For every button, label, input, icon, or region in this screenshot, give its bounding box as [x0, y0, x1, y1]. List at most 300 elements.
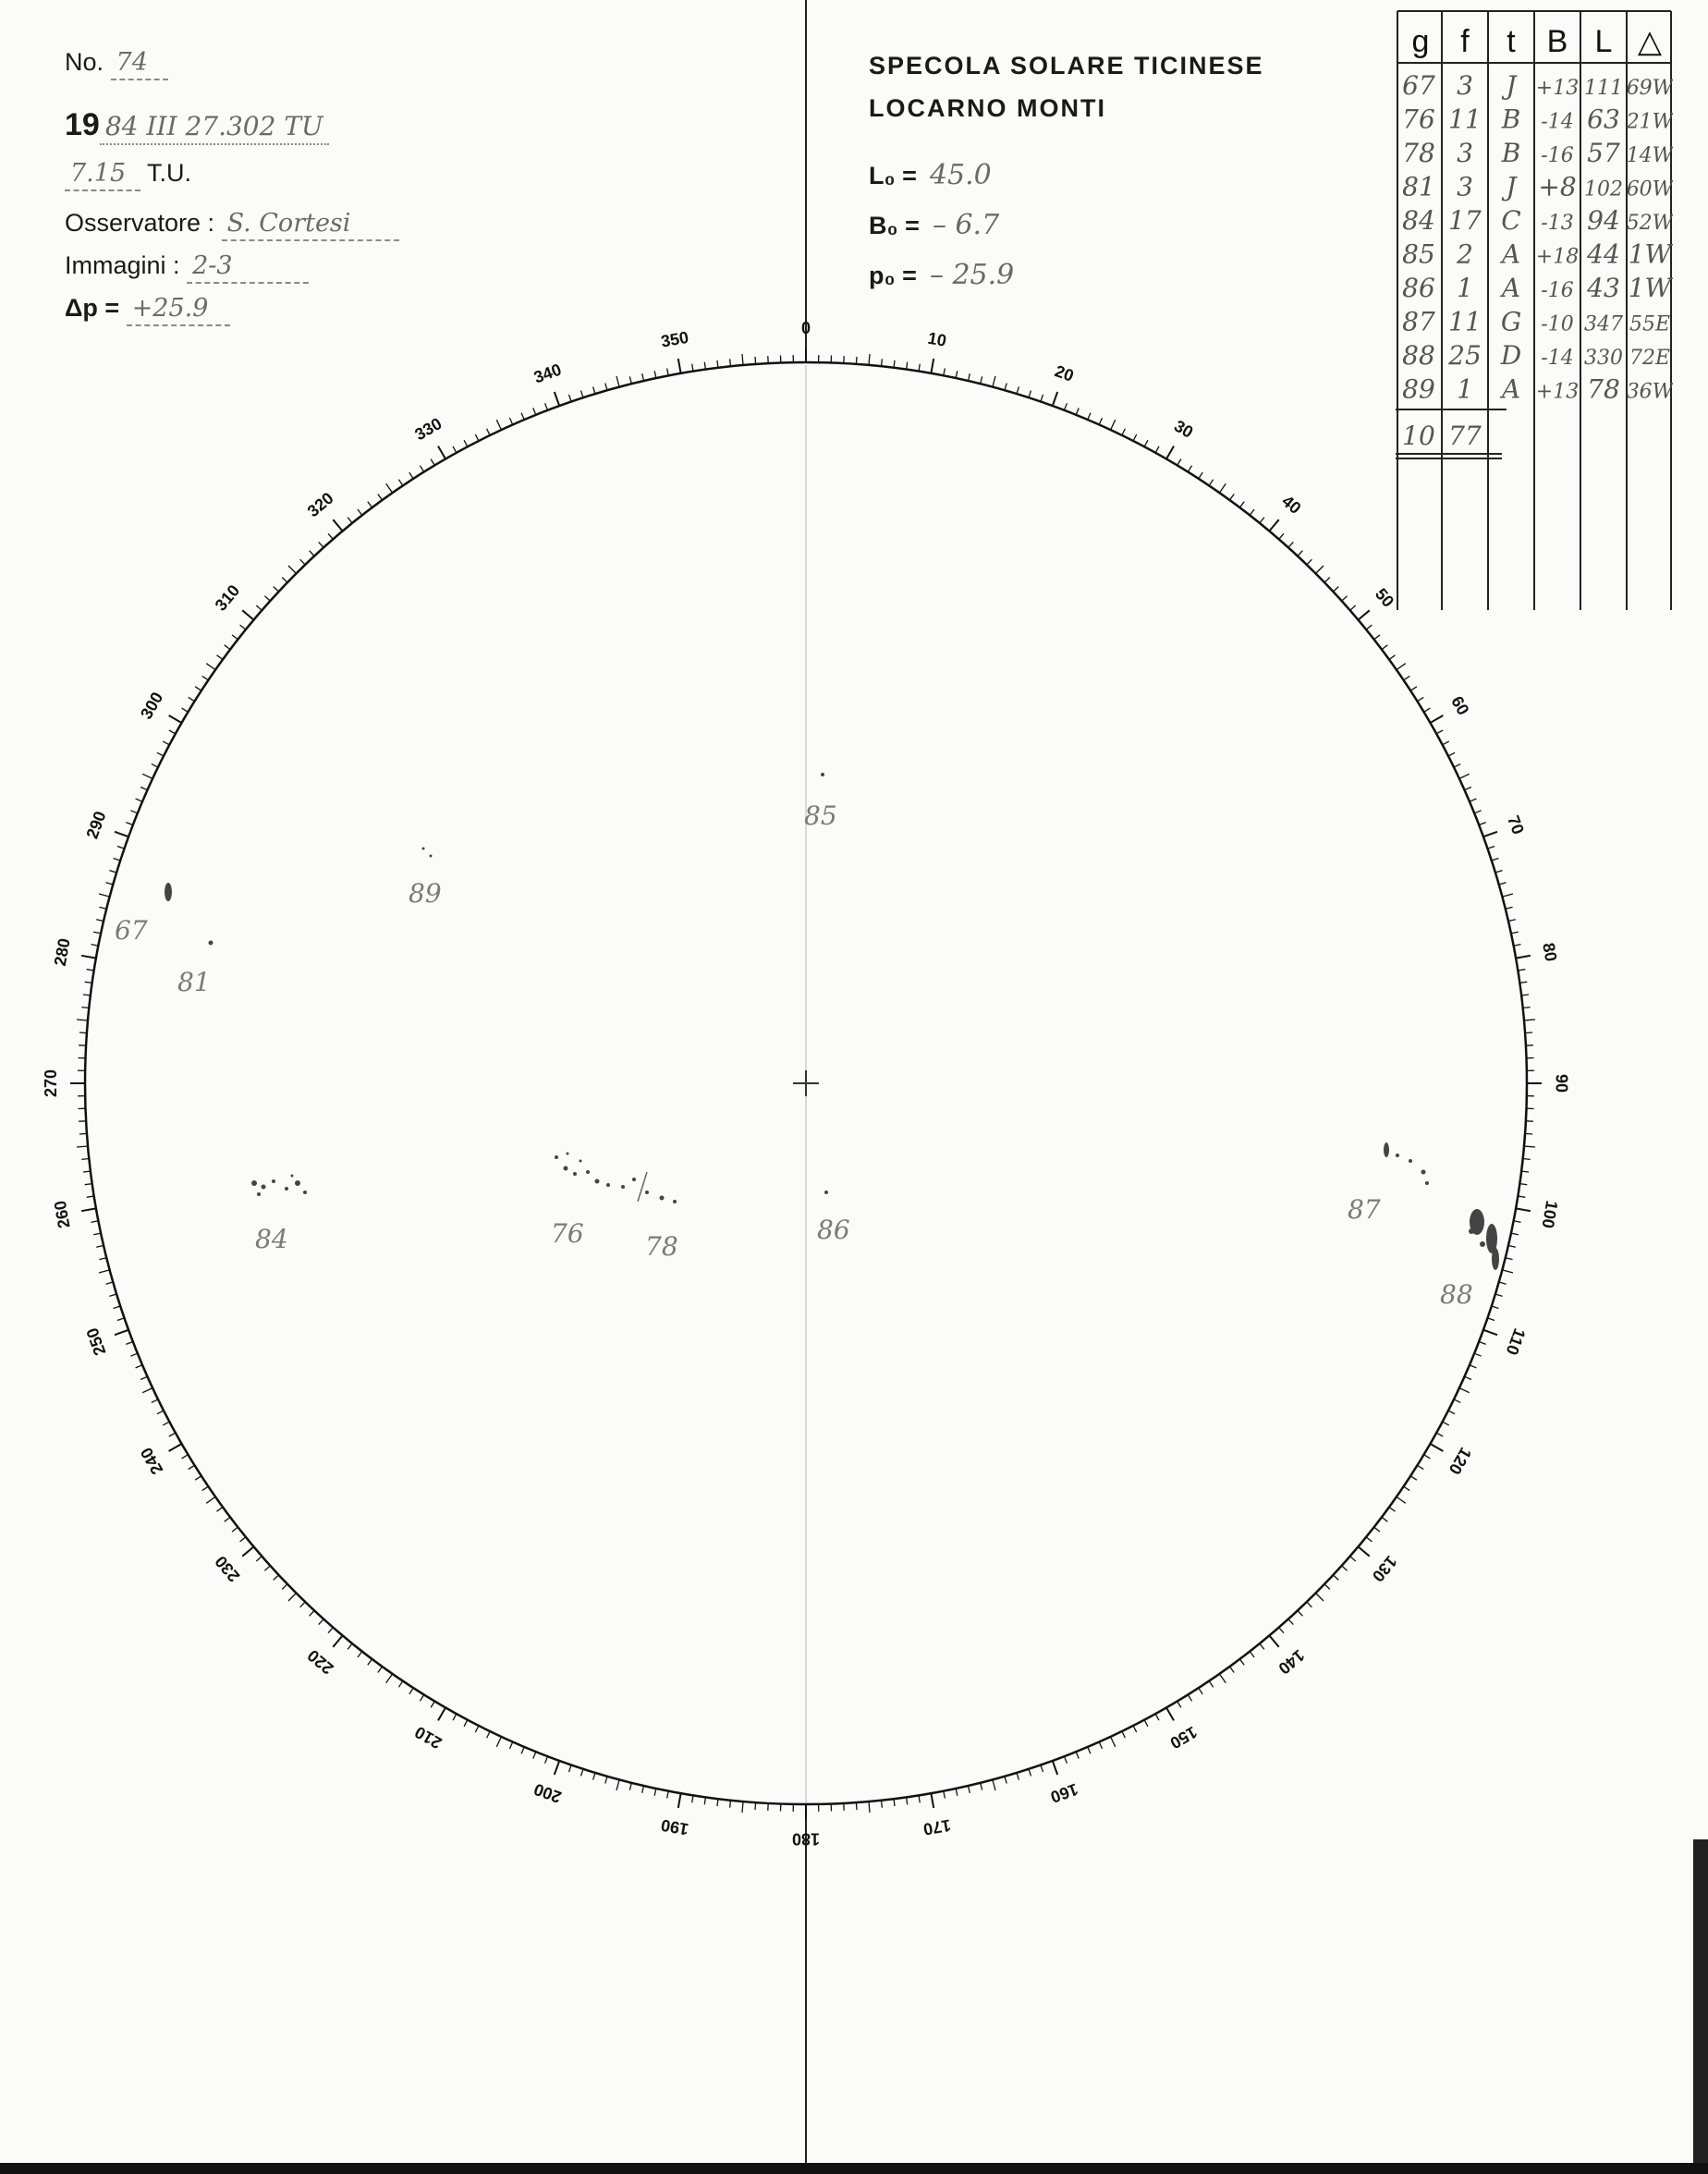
- degree-tick: [1514, 945, 1521, 947]
- table-cell: +18: [1535, 245, 1580, 269]
- degree-tick: [678, 1793, 681, 1808]
- degree-tick: [368, 1659, 372, 1665]
- degree-tick: [692, 1795, 693, 1802]
- degree-tick: [1219, 1674, 1226, 1683]
- table-cell: 89: [1402, 373, 1435, 405]
- date-value: 84 III 27.302 TU: [100, 111, 329, 145]
- degree-tick: [1239, 1659, 1244, 1665]
- table-cell: 86: [1402, 273, 1435, 303]
- table-cell: 94: [1587, 205, 1620, 236]
- degree-tick: [1269, 519, 1278, 531]
- degree-tick: [882, 359, 883, 366]
- degree-tick: [1374, 1527, 1380, 1532]
- degree-tick: [1374, 635, 1380, 640]
- degree-tick: [730, 359, 731, 366]
- degree-tick: [1516, 956, 1531, 959]
- degree-tick: [1166, 1708, 1174, 1721]
- degree-tick: [1404, 1486, 1410, 1490]
- param-b0-value: – 6.7: [932, 209, 1000, 241]
- degree-tick: [993, 376, 995, 387]
- degree-tick: [182, 708, 189, 712]
- degree-tick: [99, 1270, 110, 1273]
- sunspots: [165, 773, 1499, 1270]
- degree-tick: [1239, 502, 1244, 507]
- degree-tick: [1342, 596, 1348, 601]
- degree-tick: [300, 559, 306, 565]
- degree-tick: [1499, 1282, 1507, 1284]
- degree-tick: [274, 587, 279, 592]
- degree-tick: [420, 466, 423, 472]
- degree-tick: [1177, 459, 1181, 466]
- group-label-85: 85: [804, 800, 837, 831]
- degree-tick: [475, 1726, 479, 1732]
- degree-tick: [1495, 1294, 1503, 1296]
- degree-tick: [333, 1636, 342, 1647]
- degree-tick: [1448, 752, 1455, 756]
- degree-tick: [79, 1032, 87, 1033]
- degree-tick: [1155, 446, 1159, 453]
- degree-tick: [919, 364, 920, 372]
- degree-tick: [1279, 1628, 1284, 1633]
- degree-tick: [1122, 1731, 1126, 1738]
- group-labels: [115, 800, 1473, 1310]
- degree-tick: [348, 518, 352, 523]
- group-label-76: 76: [551, 1218, 584, 1249]
- table-cell: 43: [1587, 273, 1620, 303]
- table-cell: 11: [1448, 104, 1482, 135]
- scale-label: 310: [211, 580, 244, 615]
- degree-tick: [487, 1731, 491, 1738]
- degree-tick: [1397, 1496, 1406, 1503]
- delta-p-value: +25.9: [127, 294, 230, 326]
- degree-tick: [581, 1769, 584, 1777]
- degree-tick: [969, 1786, 970, 1793]
- degree-tick: [981, 1783, 982, 1790]
- degree-tick: [274, 1575, 279, 1580]
- degree-tick: [85, 982, 92, 983]
- degree-tick: [894, 360, 895, 368]
- degree-tick: [533, 1752, 536, 1758]
- scale-label: 280: [50, 936, 74, 968]
- degree-tick: [1298, 551, 1302, 556]
- col-header-l: L: [1594, 24, 1613, 59]
- degree-tick: [217, 655, 224, 660]
- degree-tick: [1514, 1221, 1521, 1223]
- degree-tick: [1099, 418, 1102, 424]
- degree-tick: [1017, 1773, 1019, 1780]
- degree-tick: [83, 1171, 91, 1172]
- degree-tick: [1511, 1233, 1519, 1235]
- table-cell: 72E: [1629, 347, 1671, 370]
- degree-tick: [1424, 1455, 1431, 1459]
- degree-tick: [629, 376, 631, 384]
- degree-tick: [894, 1799, 895, 1806]
- param-p0-label: p₀ =: [869, 262, 917, 289]
- degree-tick: [1133, 434, 1137, 441]
- degree-tick: [140, 788, 147, 790]
- table-cell: 44: [1587, 238, 1620, 270]
- table-row: [1402, 70, 1673, 101]
- table-cell: 76: [1402, 104, 1435, 135]
- degree-tick: [348, 1643, 352, 1649]
- degree-tick: [1260, 518, 1264, 523]
- group-table: [1396, 9, 1673, 619]
- table-cell: 347: [1584, 312, 1623, 336]
- degree-tick: [115, 1330, 128, 1335]
- degree-tick: [919, 1795, 920, 1802]
- table-cell: G: [1500, 306, 1522, 337]
- degree-tick: [1443, 1422, 1449, 1425]
- degree-tick: [189, 697, 195, 701]
- table-cell: 1: [1457, 273, 1473, 303]
- table-row: [1402, 138, 1673, 168]
- degree-tick: [1209, 480, 1213, 486]
- degree-tick: [730, 1801, 731, 1808]
- degree-tick: [217, 1508, 224, 1512]
- degree-tick: [1250, 1652, 1254, 1657]
- table-cell: -16: [1541, 144, 1574, 167]
- degree-tick: [956, 1789, 958, 1796]
- table-cell: B: [1501, 138, 1521, 168]
- degree-tick: [605, 1777, 607, 1784]
- scale-label: 100: [1538, 1199, 1562, 1230]
- degree-tick: [678, 359, 681, 373]
- degree-tick: [1454, 1399, 1460, 1403]
- degree-tick: [398, 480, 402, 486]
- degree-tick: [1459, 774, 1470, 778]
- scale-label: 0: [800, 318, 811, 337]
- degree-tick: [1199, 472, 1202, 479]
- degree-tick: [420, 1695, 423, 1702]
- table-cell: J: [1506, 70, 1517, 101]
- degree-tick: [81, 1208, 96, 1211]
- group-label-86: 86: [817, 1215, 850, 1245]
- degree-tick: [87, 970, 94, 971]
- degree-tick: [642, 373, 644, 381]
- degree-tick: [409, 1688, 413, 1694]
- scale-label: 220: [303, 1645, 337, 1679]
- degree-tick: [1431, 1444, 1444, 1451]
- degree-tick: [169, 1433, 176, 1436]
- degree-tick: [521, 413, 524, 420]
- degree-tick: [264, 596, 270, 601]
- degree-tick: [931, 359, 933, 373]
- degree-tick: [109, 1294, 116, 1296]
- degree-tick: [1525, 1032, 1532, 1033]
- degree-tick: [169, 715, 182, 723]
- degree-tick: [282, 1584, 287, 1590]
- degree-tick: [1041, 1765, 1043, 1773]
- scale-label: 30: [1170, 416, 1197, 442]
- degree-tick: [1076, 408, 1079, 414]
- table-cell: 57: [1587, 138, 1620, 168]
- group-label-78: 78: [645, 1231, 678, 1262]
- degree-tick: [163, 1422, 169, 1425]
- degree-tick: [869, 1801, 870, 1813]
- degree-tick: [1288, 542, 1293, 547]
- table-cell: 87: [1402, 306, 1435, 337]
- degree-tick: [106, 1282, 114, 1284]
- degree-tick: [1334, 1575, 1339, 1580]
- images-value: 2-3: [187, 251, 309, 284]
- degree-tick: [1188, 1695, 1191, 1702]
- degree-tick: [386, 483, 393, 493]
- table-cell: D: [1500, 340, 1522, 371]
- degree-tick: [1474, 811, 1481, 813]
- degree-tick: [717, 360, 718, 368]
- degree-tick: [163, 741, 169, 745]
- degree-tick: [1155, 1714, 1159, 1720]
- degree-tick: [629, 1783, 631, 1790]
- degree-tick: [99, 894, 110, 897]
- spot-86: [824, 1191, 828, 1194]
- degree-tick: [944, 1791, 946, 1799]
- degree-tick: [667, 369, 669, 376]
- degree-tick: [555, 392, 559, 406]
- degree-tick: [869, 354, 870, 365]
- col-header-b: B: [1546, 24, 1568, 59]
- spot-85: [821, 773, 824, 776]
- degree-tick: [1350, 1557, 1356, 1561]
- degree-tick: [1506, 1258, 1513, 1260]
- table-cell: 25: [1448, 340, 1482, 371]
- table-grid: [1396, 11, 1671, 610]
- degree-tick: [464, 440, 468, 446]
- degree-tick: [182, 1455, 189, 1459]
- scale-label: 110: [1502, 1325, 1530, 1358]
- degree-tick: [593, 1773, 595, 1780]
- degree-tick: [1230, 1667, 1235, 1673]
- observatory-name: SPECOLA SOLARE TICINESE: [869, 52, 1264, 79]
- degree-tick: [931, 1793, 933, 1808]
- degree-tick: [453, 1714, 457, 1720]
- table-cell: 84: [1402, 205, 1435, 236]
- degree-tick: [1479, 1342, 1486, 1345]
- degree-tick: [157, 1411, 164, 1414]
- degree-tick: [1470, 1365, 1476, 1368]
- degree-tick: [1492, 1306, 1499, 1309]
- degree-tick: [256, 605, 262, 610]
- degree-tick: [169, 730, 176, 734]
- degree-tick: [1506, 907, 1513, 909]
- degree-tick: [1199, 1688, 1202, 1694]
- degree-tick: [1488, 1318, 1495, 1321]
- group-label-81: 81: [177, 967, 211, 997]
- degree-tick: [142, 774, 152, 778]
- degree-tick: [202, 1486, 209, 1490]
- group-label-88: 88: [1440, 1279, 1473, 1310]
- degree-tick: [1389, 655, 1396, 660]
- scale-label: 180: [791, 1829, 821, 1849]
- degree-tick: [1410, 1476, 1417, 1480]
- degree-tick: [1436, 1433, 1443, 1436]
- degree-tick: [142, 1388, 152, 1393]
- table-cell: 81: [1402, 171, 1435, 202]
- degree-tick: [1307, 1602, 1312, 1607]
- degree-tick: [545, 403, 548, 410]
- degree-tick: [206, 1496, 215, 1503]
- degree-tick: [438, 446, 445, 459]
- degree-tick: [358, 1652, 362, 1657]
- scale-label: 290: [82, 808, 110, 842]
- degree-tick: [496, 420, 501, 430]
- param-b0-label: B₀ =: [869, 212, 920, 239]
- scale-label: 200: [531, 1779, 565, 1807]
- degree-tick: [282, 578, 287, 583]
- degree-tick: [1465, 1376, 1471, 1379]
- degree-tick: [1065, 403, 1068, 410]
- degree-tick: [240, 625, 246, 629]
- degree-tick: [704, 362, 705, 370]
- table-cell: J: [1506, 171, 1517, 202]
- degree-tick: [136, 1365, 142, 1368]
- col-header-f: f: [1460, 24, 1470, 59]
- degree-tick: [510, 418, 513, 424]
- degree-tick: [521, 1747, 524, 1753]
- degree-tick: [742, 1801, 743, 1813]
- degree-tick: [1519, 982, 1527, 983]
- degree-tick: [225, 645, 230, 650]
- degree-tick: [856, 357, 857, 364]
- degree-tick: [81, 956, 96, 959]
- degree-tick: [654, 1789, 656, 1796]
- scale-label: 250: [82, 1325, 110, 1359]
- degree-tick: [944, 369, 946, 376]
- degree-tick: [152, 764, 158, 768]
- degree-tick: [882, 1801, 883, 1808]
- degree-tick: [1269, 1636, 1278, 1647]
- degree-tick: [438, 1708, 445, 1721]
- table-row: [1402, 239, 1673, 270]
- degree-tick: [496, 1737, 501, 1747]
- degree-tick: [755, 1802, 756, 1810]
- degree-tick: [1324, 578, 1330, 583]
- scale-label: 210: [411, 1722, 445, 1753]
- degree-tick: [126, 823, 133, 825]
- degree-tick: [232, 1527, 238, 1532]
- degree-tick: [77, 1146, 88, 1147]
- scan-edge-right: [1693, 1839, 1708, 2163]
- images-label: Immagini :: [65, 251, 180, 279]
- degree-tick: [1418, 697, 1424, 701]
- degree-tick: [1397, 664, 1406, 670]
- table-row: [1402, 374, 1673, 405]
- degree-tick: [1088, 413, 1091, 420]
- scale-label: 120: [1445, 1444, 1475, 1478]
- degree-tick: [1488, 847, 1495, 849]
- degree-tick: [93, 1233, 101, 1235]
- table-cell: 55E: [1629, 312, 1671, 336]
- scale-label: 230: [211, 1552, 244, 1586]
- degree-tick: [642, 1786, 644, 1793]
- degree-tick: [1465, 788, 1471, 790]
- degree-tick: [140, 1376, 147, 1379]
- spot-78: [621, 1172, 677, 1203]
- degree-tick: [1219, 483, 1226, 493]
- scale-label: 240: [137, 1444, 167, 1478]
- degree-tick: [1029, 391, 1031, 398]
- degree-tick: [1524, 1146, 1535, 1147]
- scale-label: 40: [1278, 491, 1305, 519]
- degree-tick: [310, 1611, 314, 1617]
- degree-tick: [1324, 1584, 1330, 1590]
- degree-tick: [1474, 1353, 1481, 1356]
- spot-81: [209, 941, 214, 946]
- table-cell: C: [1501, 205, 1521, 236]
- degree-tick: [1209, 1681, 1213, 1688]
- table-cell: +13: [1535, 380, 1580, 404]
- degree-tick: [1307, 559, 1312, 565]
- scale-label: 270: [41, 1069, 60, 1098]
- scale-label: 260: [50, 1199, 74, 1230]
- degree-tick: [704, 1797, 705, 1804]
- table-cell: +8: [1538, 171, 1577, 202]
- scale-label: 300: [137, 689, 167, 723]
- table-cell: 17: [1448, 205, 1482, 236]
- table-header-row: [1412, 24, 1663, 59]
- table-cell: 1: [1457, 373, 1473, 405]
- degree-tick: [109, 871, 116, 873]
- degree-tick: [1483, 832, 1497, 837]
- degree-tick: [533, 408, 536, 414]
- degree-tick: [1516, 1208, 1531, 1211]
- table-cell: +13: [1535, 77, 1580, 100]
- scale-label: 130: [1368, 1552, 1401, 1586]
- degree-tick: [453, 446, 457, 453]
- degree-tick: [969, 373, 970, 381]
- degree-tick: [1076, 1752, 1079, 1758]
- table-cell: 3: [1457, 138, 1473, 168]
- degree-tick: [195, 687, 201, 690]
- degree-tick: [1359, 610, 1370, 619]
- table-cell: 1W: [1628, 273, 1672, 303]
- degree-tick: [232, 635, 238, 640]
- degree-tick: [319, 1619, 323, 1625]
- degree-tick: [1424, 708, 1431, 712]
- degree-tick: [106, 883, 114, 885]
- degree-tick: [378, 1667, 383, 1673]
- degree-tick: [464, 1720, 468, 1727]
- degree-tick: [1111, 420, 1116, 430]
- degree-tick: [717, 1799, 718, 1806]
- table-cell: 85: [1402, 238, 1435, 270]
- spot-89b: [430, 855, 433, 858]
- degree-tick: [114, 1306, 121, 1309]
- degree-tick: [981, 376, 982, 384]
- degree-tick: [431, 459, 434, 466]
- scan-edge-bottom: [0, 2163, 1708, 2174]
- degree-tick: [358, 509, 362, 515]
- degree-tick: [555, 1761, 559, 1775]
- degree-tick: [189, 1465, 195, 1469]
- degree-tick: [328, 1628, 333, 1633]
- degree-tick: [1029, 1769, 1031, 1777]
- degree-tick: [569, 1765, 572, 1773]
- table-cell: 111: [1584, 77, 1623, 100]
- degree-tick: [1410, 687, 1417, 690]
- degree-tick: [1260, 1643, 1264, 1649]
- degree-tick: [545, 1756, 548, 1764]
- time-suffix: T.U.: [147, 159, 192, 187]
- degree-tick: [1041, 395, 1043, 402]
- scale-label: 150: [1166, 1722, 1201, 1753]
- table-cell: 78: [1402, 138, 1435, 168]
- degree-tick: [654, 371, 656, 378]
- degree-tick: [300, 1602, 306, 1607]
- degree-tick: [856, 1802, 857, 1810]
- table-row: [1402, 205, 1673, 236]
- table-cell: 1W: [1628, 238, 1672, 270]
